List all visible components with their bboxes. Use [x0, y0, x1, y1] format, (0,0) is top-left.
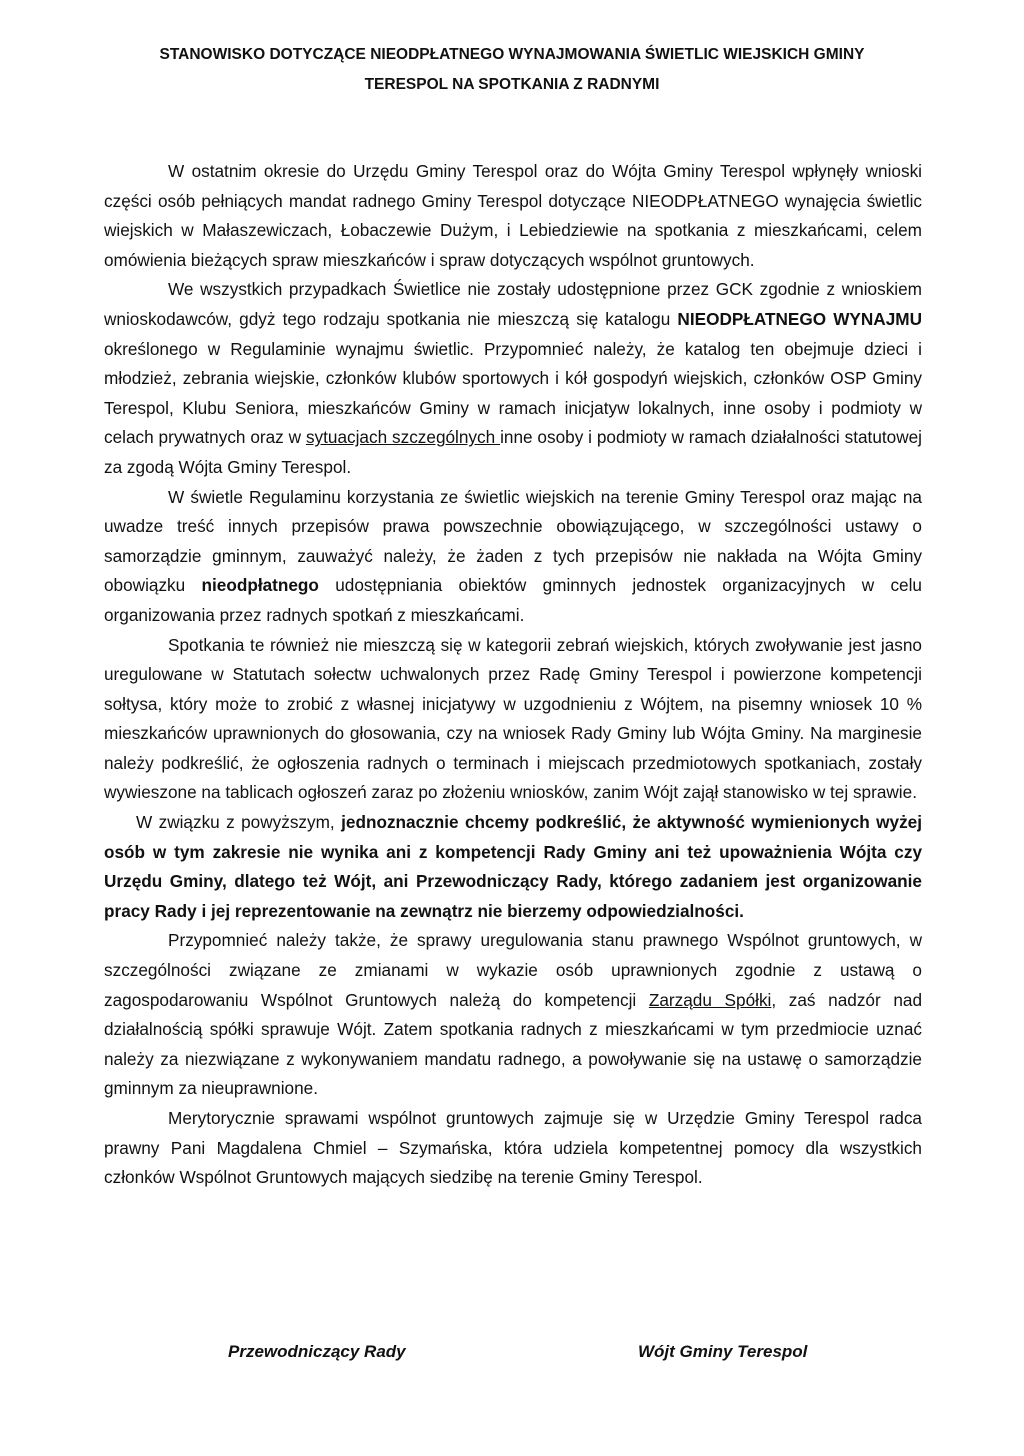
paragraph-6-underlined: Zarządu Spółki	[648, 989, 772, 1010]
paragraph-3-text-c: udostępniania obiektów gminnych jednostek organizacyjnych w celu organizowania przez radnych spotkań z mieszkańcami.	[104, 575, 922, 625]
signature-chairman: Przewodniczący Rady	[228, 1342, 406, 1361]
paragraph-5-text-a: W związku z powyższym,	[136, 812, 342, 833]
paragraph-7: Merytorycznie sprawami wspólnot gruntowych zajmuje się w Urzędzie Gminy Terespol radca prawny Pani Magdalena Chmiel – Szymańska, która udziela kompetentnej pomocy dla wszystkich członków Wspólnot Gruntowych mających siedzibę na terenie Gminy Terespol.	[104, 1108, 922, 1188]
paragraph-4: Spotkania te również nie mieszczą się w kategorii zebrań wiejskich, których zwoływanie jest jasno uregulowane w Statutach sołectw uchwalonych przez Radę Gminy Terespol i powierzone kompetencji sołtysa, który może to zrobić z własnej inicjatywy w uzgodnieniu z Wójtem, na pisemny wniosek 10 % mieszkańców uprawnionych do głosowania, czy na wniosek Rady Gminy lub Wójta Gminy. Na marginesie należy podkreślić, że ogłoszenia radnych o terminach i miejscach przedmiotowych spotkaniach, zostały wywieszone na tablicach ogłoszeń zaraz po złożeniu wniosków, zanim Wójt zajął stanowisko w tej sprawie.	[104, 634, 922, 803]
paragraph-6	[104, 926, 922, 1104]
document-title	[100, 40, 924, 100]
signature-mayor: Wójt Gminy Terespol	[638, 1342, 808, 1361]
paragraph-2-text-a: We wszystkich przypadkach Świetlice nie zostały udostępnione przez GCK zgodnie z wnioskiem wnioskodawców, gdyż tego rodzaju spotkania nie mieszczą się katalogu	[104, 279, 922, 329]
paragraph-6-text-a: Przypomnieć należy także, że sprawy uregulowania stanu prawnego Wspólnot gruntowych, w szczególności związane ze zmianami w wykazie osób uprawnionych zgodnie z ustawą o zagospodarowaniu Wspólnot Gruntowych należą do kompetencji	[104, 930, 922, 1010]
paragraph-3-bold: nieodpłatnego	[201, 575, 319, 596]
paragraph-3	[104, 483, 922, 631]
paragraph-3-text-a: W świetle Regulaminu korzystania ze świetlic wiejskich na terenie Gminy Terespol oraz mając na uwadze treść innych przepisów prawa powszechnie obowiązującego, w szczególności ustawy o samorządzie gminnym, zauważyć należy, że żaden z tych przepisów nie nakłada na Wójta Gminy obowiązku	[104, 486, 922, 596]
paragraph-1: W ostatnim okresie do Urzędu Gminy Terespol oraz do Wójta Gminy Terespol wpłynęły wnioski części osób pełniących mandat radnego Gminy Terespol dotyczące NIEODPŁATNEGO wynajęcia świetlic wiejskich w Małaszewiczach, Łobaczewie Dużym, i Lebiedziewie na spotkania z mieszkańcami, celem omówienia bieżących spraw mieszkańców i spraw dotyczących wspólnot gruntowych.	[104, 161, 922, 270]
title-line-1: STANOWISKO DOTYCZĄCE NIEODPŁATNEGO WYNAJMOWANIA ŚWIETLIC WIEJSKICH GMINY	[159, 46, 865, 63]
paragraph-5	[104, 808, 922, 926]
paragraph-2-text-e: inne osoby i podmioty w ramach działalności statutowej za zgodą Wójta Gminy Terespol.	[104, 427, 923, 477]
paragraph-6-text-c: , zaś nadzór nad działalnością spółki sprawuje Wójt. Zatem spotkania radnych z mieszkańcami w tym przedmiocie uznać należy za niezwiązane z wykonywaniem mandatu radnego, a powoływanie się na ustawę o samorządzie gminnym za nieuprawnione.	[104, 989, 923, 1099]
paragraph-2-bold: NIEODPŁATNEGO WYNAJMU	[677, 308, 922, 329]
title-line-2: TERESPOL NA SPOTKANIA Z RADNYMI	[364, 76, 660, 93]
paragraph-5-bold: jednoznacznie chcemy podkreślić, że aktywność wymienionych wyżej osób w tym zakresie nie wynika ani z kompetencji Rady Gminy ani też upoważnienia Wójta czy Urzędu Gminy, dlatego też Wójt, ani Przewodniczący Rady, którego zadaniem jest organizowanie pracy Rady i jej reprezentowanie na zewnątrz nie bierzemy odpowiedzialności.	[104, 812, 923, 921]
paragraph-2-underlined: sytuacjach szczególnych	[305, 427, 501, 448]
document-body	[104, 157, 922, 1193]
signature-block	[0, 1338, 1024, 1368]
paragraph-2	[104, 275, 922, 482]
paragraph-2-text-c: określonego w Regulaminie wynajmu świetlic. Przypomnieć należy, że katalog ten obejmuje dzieci i młodzież, zebrania wiejskie, członków klubów sportowych i kół gospodyń wiejskich, członków OSP Gminy Terespol, Klubu Seniora, mieszkańców Gminy w ramach inicjatyw lokalnych, inne osoby i podmioty w celach prywatnych oraz w	[104, 338, 922, 448]
